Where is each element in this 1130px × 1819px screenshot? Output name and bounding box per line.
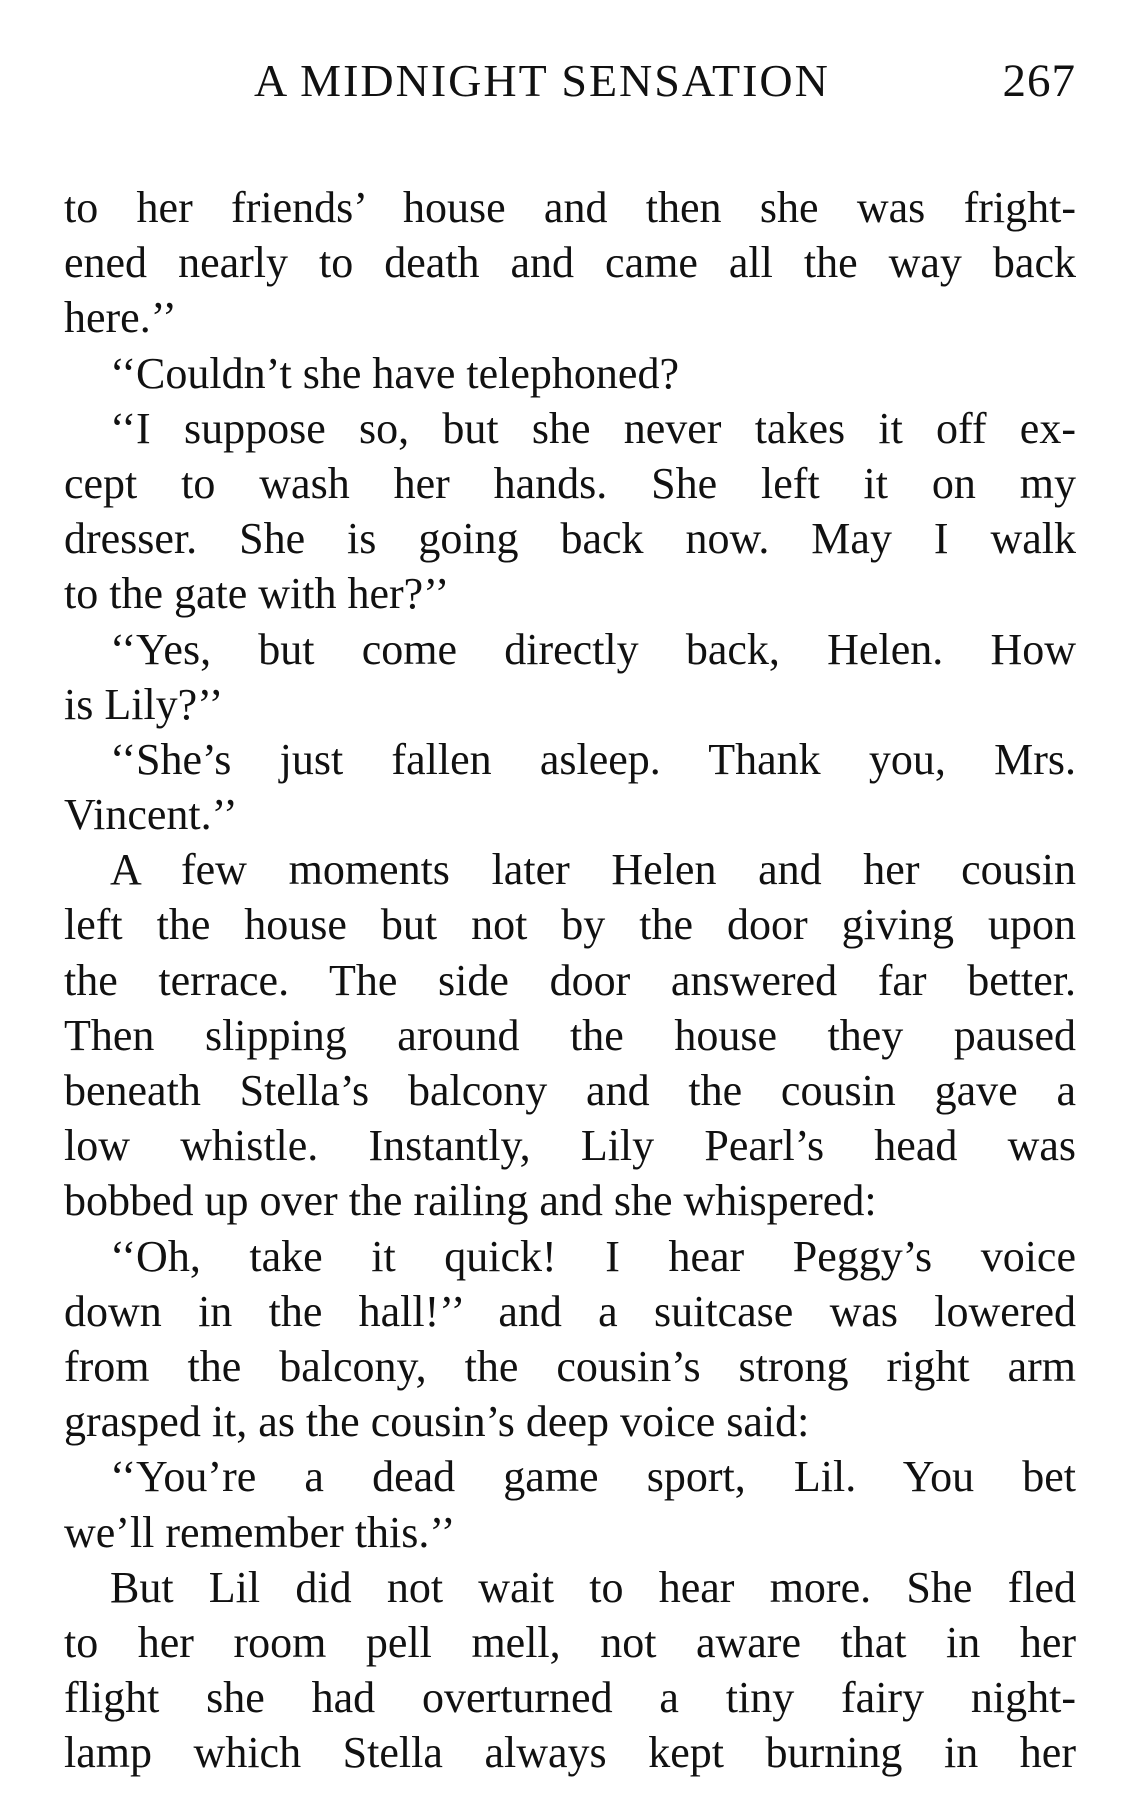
text-line: from the balcony, the cousin’s strong right arm (64, 1341, 1076, 1391)
text-line: ‘‘Oh, take it quick! I hear Peggy’s voice (110, 1231, 1076, 1281)
text-line: left the house but not by the door giving upon (64, 900, 1076, 950)
text-line: ‘‘Yes, but come directly back, Helen. How (110, 624, 1076, 674)
text-line: grasped it, as the cousin’s deep voice said: (64, 1397, 810, 1447)
body-text (64, 180, 1076, 1780)
text-line: we’ll remember this.’’ (64, 1507, 456, 1557)
book-page (64, 40, 1076, 1780)
text-line: beneath Stella’s balcony and the cousin gave a (64, 1066, 1076, 1115)
text-line: to the gate with her?’’ (64, 569, 450, 619)
text-line: But Lil did not wait to hear more. She fled (110, 1562, 1076, 1612)
text-line: ‘‘She’s just fallen asleep. Thank you, Mrs. (110, 734, 1076, 784)
text-line: lamp which Stella always kept burning in her (64, 1728, 1076, 1778)
text-line: flight she had overturned a tiny fairy night- (64, 1673, 1076, 1723)
text-line: ened nearly to death and came all the way back (64, 238, 1076, 288)
text-line: ‘‘I suppose so, but she never takes it off ex- (110, 403, 1076, 453)
text-line: bobbed up over the railing and she whispered: (64, 1176, 877, 1226)
text-line: low whistle. Instantly, Lily Pearl’s head was (64, 1121, 1076, 1171)
page-number: 267 (1002, 55, 1076, 107)
text-line: here.’’ (64, 293, 177, 343)
text-line: ‘‘You’re a dead game sport, Lil. You bet (110, 1452, 1076, 1502)
text-line: to her friends’ house and then she was fright- (64, 183, 1076, 232)
text-line: dresser. She is going back now. May I walk (64, 514, 1076, 564)
text-line: ‘‘Couldn’t she have telephoned? (110, 348, 679, 398)
text-line: the terrace. The side door answered far better. (64, 955, 1076, 1005)
text-line: A few moments later Helen and her cousin (110, 845, 1076, 895)
text-line: to her room pell mell, not aware that in her (64, 1617, 1076, 1667)
running-head (64, 40, 1076, 116)
running-title: A MIDNIGHT SENSATION (254, 55, 830, 106)
text-line: Then slipping around the house they paused (64, 1010, 1076, 1060)
text-line: is Lily?’’ (64, 679, 224, 729)
text-line: Vincent.’’ (64, 790, 238, 840)
text-line: cept to wash her hands. She left it on my (64, 458, 1076, 508)
text-line: down in the hall!’’ and a suitcase was lowered (64, 1286, 1076, 1336)
